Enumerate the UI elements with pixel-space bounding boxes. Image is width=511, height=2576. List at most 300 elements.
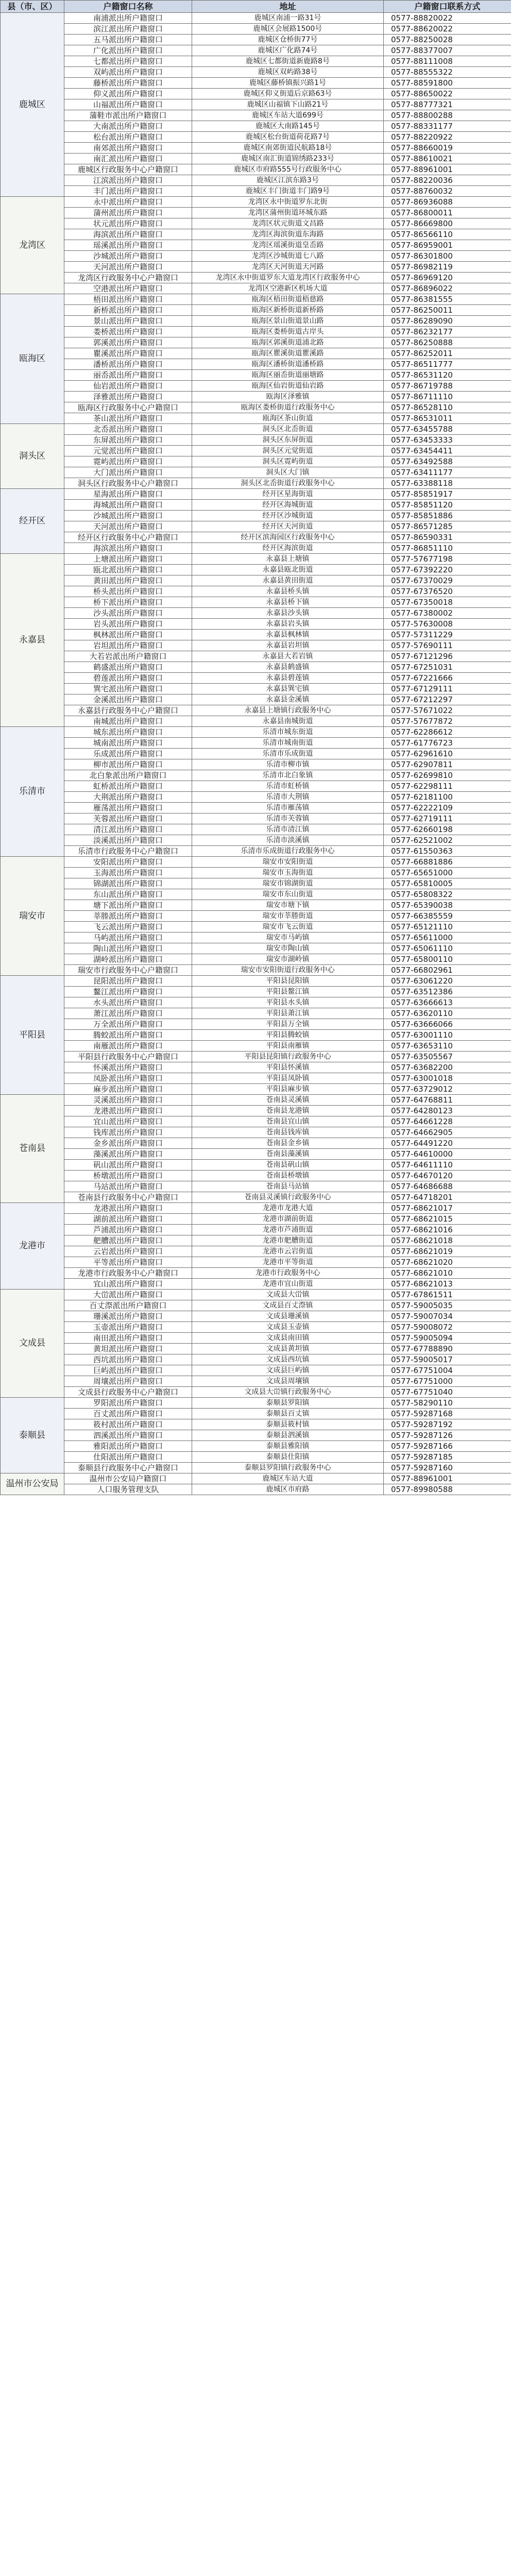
window-name-cell: 黄坦派出所户籍窗口 [64, 1344, 192, 1354]
phone-cell: 0577-86531120 [384, 370, 511, 381]
phone-cell: 0577-66802961 [384, 965, 511, 976]
address-cell: 文成县周壤镇 [192, 1376, 384, 1387]
phone-cell: 0577-63454411 [384, 446, 511, 456]
region-cell: 平阳县 [1, 976, 64, 1095]
address-cell: 永嘉县鹤盛镇 [192, 662, 384, 673]
window-name-cell: 大门派出所户籍窗口 [64, 467, 192, 478]
phone-cell: 0577-64280123 [384, 1106, 511, 1116]
table-row [1, 1300, 511, 1311]
window-name-cell: 乐清市行政服务中心户籍窗口 [64, 846, 192, 857]
table-row [1, 316, 511, 327]
phone-cell: 0577-88777321 [384, 99, 511, 110]
window-name-cell: 南浦派出所户籍窗口 [64, 13, 192, 24]
phone-cell: 0577-88250028 [384, 35, 511, 45]
table-row [1, 1268, 511, 1279]
table-row [1, 911, 511, 922]
address-cell: 苍南县藻溪镇 [192, 1149, 384, 1160]
address-cell: 苍南县宜山镇 [192, 1116, 384, 1127]
phone-cell: 0577-86531011 [384, 413, 511, 424]
phone-cell: 0577-85851886 [384, 511, 511, 521]
address-cell: 文成县巨屿镇 [192, 1365, 384, 1376]
window-name-cell: 南田派出所户籍窗口 [64, 1333, 192, 1344]
window-name-cell: 矾山派出所户籍窗口 [64, 1160, 192, 1171]
phone-cell: 0577-67121296 [384, 651, 511, 662]
window-name-cell: 鳌江派出所户籍窗口 [64, 987, 192, 997]
phone-cell: 0577-63512386 [384, 987, 511, 997]
table-row [1, 554, 511, 565]
window-name-cell: 碧莲派出所户籍窗口 [64, 673, 192, 684]
phone-cell: 0577-68621018 [384, 1235, 511, 1246]
address-cell: 经开区海滨街道 [192, 543, 384, 554]
phone-cell: 0577-86232177 [384, 327, 511, 337]
address-cell: 乐清市城东街道 [192, 727, 384, 738]
window-name-cell: 东屏派出所户籍窗口 [64, 435, 192, 446]
window-name-cell: 黄田派出所户籍窗口 [64, 575, 192, 586]
table-row [1, 1214, 511, 1225]
address-cell: 文成县百丈漈镇 [192, 1300, 384, 1311]
address-cell: 平阳县凤卧镇 [192, 1073, 384, 1084]
window-name-cell: 怀溪派出所户籍窗口 [64, 1062, 192, 1073]
table-row [1, 640, 511, 651]
table-row [1, 1235, 511, 1246]
address-cell: 鹿城区山福镇下山路21号 [192, 99, 384, 110]
window-name-cell: 五马派出所户籍窗口 [64, 35, 192, 45]
table-row [1, 456, 511, 467]
table-row [1, 229, 511, 240]
address-cell: 洞头区元觉街道 [192, 446, 384, 456]
address-cell: 永嘉县岩坦镇 [192, 640, 384, 651]
phone-cell: 0577-57630008 [384, 619, 511, 630]
window-name-cell: 麻步派出所户籍窗口 [64, 1084, 192, 1095]
window-name-cell: 北白象派出所户籍窗口 [64, 770, 192, 781]
address-cell: 鹿城区南浦一路31号 [192, 13, 384, 24]
phone-cell: 0577-63666613 [384, 997, 511, 1008]
phone-cell: 0577-88377007 [384, 45, 511, 56]
window-name-cell: 芦浦派出所户籍窗口 [64, 1225, 192, 1235]
window-name-cell: 鹿城区行政服务中心户籍窗口 [64, 164, 192, 175]
table-row [1, 132, 511, 143]
window-name-cell: 桥头派出所户籍窗口 [64, 586, 192, 597]
table-row [1, 500, 511, 511]
address-cell: 鹿城区车站大道 [192, 1473, 384, 1484]
table-row [1, 370, 511, 381]
address-cell: 瑞安市东山街道 [192, 889, 384, 900]
table-row [1, 327, 511, 337]
address-cell: 瑞安市陶山镇 [192, 943, 384, 954]
phone-cell: 0577-63682200 [384, 1062, 511, 1073]
phone-cell: 0577-86719788 [384, 381, 511, 392]
phone-cell: 0577-65061110 [384, 943, 511, 954]
window-name-cell: 云岩派出所户籍窗口 [64, 1246, 192, 1257]
window-name-cell: 泰顺县行政服务中心户籍窗口 [64, 1463, 192, 1473]
address-cell: 瑞安市塘下镇 [192, 900, 384, 911]
address-cell: 泰顺县罗阳镇行政服务中心 [192, 1463, 384, 1473]
address-cell: 平阳县萧江镇 [192, 1008, 384, 1019]
address-cell: 瑞安市玉海街道 [192, 868, 384, 878]
table-row [1, 1225, 511, 1235]
window-name-cell: 瑞安市行政服务中心户籍窗口 [64, 965, 192, 976]
table-row [1, 78, 511, 89]
phone-cell: 0577-88760032 [384, 186, 511, 197]
window-name-cell: 蒲鞋市派出所户籍窗口 [64, 110, 192, 121]
address-cell: 永嘉县岩头镇 [192, 619, 384, 630]
phone-cell: 0577-88610021 [384, 154, 511, 164]
window-name-cell: 西坑派出所户籍窗口 [64, 1354, 192, 1365]
address-cell: 乐清市大荆镇 [192, 792, 384, 803]
address-cell: 龙湾区状元街道文昌路 [192, 218, 384, 229]
table-row [1, 1473, 511, 1484]
table-row [1, 803, 511, 814]
table-row [1, 976, 511, 987]
window-name-cell: 周壤派出所户籍窗口 [64, 1376, 192, 1387]
table-row [1, 99, 511, 110]
table-row [1, 933, 511, 943]
window-name-cell: 灵溪派出所户籍窗口 [64, 1095, 192, 1106]
window-name-cell: 泗溪派出所户籍窗口 [64, 1430, 192, 1441]
window-name-cell: 安阳派出所户籍窗口 [64, 857, 192, 868]
window-name-cell: 天河派出所户籍窗口 [64, 262, 192, 273]
phone-cell: 0577-88800288 [384, 110, 511, 121]
table-row [1, 446, 511, 456]
window-name-cell: 岩头派出所户籍窗口 [64, 619, 192, 630]
table-row [1, 727, 511, 738]
window-name-cell: 北岙派出所户籍窗口 [64, 424, 192, 435]
phone-cell: 0577-86250888 [384, 337, 511, 348]
phone-cell: 0577-67751004 [384, 1365, 511, 1376]
window-name-cell: 昆阳派出所户籍窗口 [64, 976, 192, 987]
table-row [1, 1246, 511, 1257]
table-row [1, 965, 511, 976]
address-cell: 文成县南田镇 [192, 1333, 384, 1344]
address-cell: 洞头区霓屿街道 [192, 456, 384, 467]
address-cell: 苍南县灵溪镇 [192, 1095, 384, 1106]
region-cell: 龙港市 [1, 1203, 64, 1290]
window-name-cell: 马屿派出所户籍窗口 [64, 933, 192, 943]
table-row [1, 218, 511, 229]
address-cell: 泰顺县泗溪镇 [192, 1430, 384, 1441]
window-name-cell: 南郊派出所户籍窗口 [64, 143, 192, 154]
window-name-cell: 洞头区行政服务中心户籍窗口 [64, 478, 192, 489]
phone-cell: 0577-85851917 [384, 489, 511, 500]
phone-cell: 0577-64686688 [384, 1181, 511, 1192]
address-cell: 平阳县怀溪镇 [192, 1062, 384, 1073]
address-cell: 瑞安市飞云街道 [192, 922, 384, 933]
table-row [1, 1365, 511, 1376]
table-row [1, 1290, 511, 1300]
table-row [1, 868, 511, 878]
table-row [1, 673, 511, 684]
window-name-cell: 凤卧派出所户籍窗口 [64, 1073, 192, 1084]
address-cell: 泰顺县筱村镇 [192, 1419, 384, 1430]
table-row [1, 1344, 511, 1354]
table-row [1, 814, 511, 824]
phone-cell: 0577-63455788 [384, 424, 511, 435]
region-cell: 温州市公安局 [1, 1473, 64, 1495]
address-cell: 平阳县昆阳镇行政服务中心 [192, 1052, 384, 1062]
table-row [1, 35, 511, 45]
address-cell: 苍南县桥墩镇 [192, 1171, 384, 1181]
window-name-cell: 城南派出所户籍窗口 [64, 738, 192, 749]
table-row [1, 262, 511, 273]
table-row [1, 13, 511, 24]
window-name-cell: 东山派出所户籍窗口 [64, 889, 192, 900]
address-cell: 龙湾区空港新区机场大道 [192, 283, 384, 294]
phone-cell: 0577-65390038 [384, 900, 511, 911]
table-row [1, 1019, 511, 1030]
table-row [1, 878, 511, 889]
window-name-cell: 湖前派出所户籍窗口 [64, 1214, 192, 1225]
table-row [1, 997, 511, 1008]
phone-cell: 0577-68621019 [384, 1246, 511, 1257]
address-cell: 永嘉县巽宅镇 [192, 684, 384, 694]
table-row [1, 511, 511, 521]
phone-cell: 0577-88220036 [384, 175, 511, 186]
table-row [1, 922, 511, 933]
address-cell: 乐清市芙蓉镇 [192, 814, 384, 824]
address-cell: 平阳县南雁镇 [192, 1041, 384, 1052]
window-name-cell: 湖岭派出所户籍窗口 [64, 954, 192, 965]
address-cell: 苍南县马站镇 [192, 1181, 384, 1192]
table-row [1, 359, 511, 370]
region-cell: 乐清市 [1, 727, 64, 857]
phone-cell: 0577-59287192 [384, 1419, 511, 1430]
phone-cell: 0577-88660019 [384, 143, 511, 154]
table-row [1, 705, 511, 716]
phone-cell: 0577-61550363 [384, 846, 511, 857]
phone-cell: 0577-63620110 [384, 1008, 511, 1019]
window-name-cell: 万全派出所户籍窗口 [64, 1019, 192, 1030]
phone-cell: 0577-88591800 [384, 78, 511, 89]
phone-cell: 0577-88961001 [384, 164, 511, 175]
table-row [1, 1138, 511, 1149]
window-name-cell: 温州市公安局户籍窗口 [64, 1473, 192, 1484]
address-cell: 洞头区北岙街道行政服务中心 [192, 478, 384, 489]
window-name-cell: 龙港市行政服务中心户籍窗口 [64, 1268, 192, 1279]
table-row [1, 67, 511, 78]
table-row [1, 1062, 511, 1073]
phone-cell: 0577-59287126 [384, 1430, 511, 1441]
window-name-cell: 萧江派出所户籍窗口 [64, 1008, 192, 1019]
window-name-cell: 莘塍派出所户籍窗口 [64, 911, 192, 922]
phone-cell: 0577-86851110 [384, 543, 511, 554]
window-name-cell: 天河派出所户籍窗口 [64, 521, 192, 532]
phone-cell: 0577-61776723 [384, 738, 511, 749]
window-name-cell: 宜山派出所户籍窗口 [64, 1116, 192, 1127]
phone-cell: 0577-86590331 [384, 532, 511, 543]
phone-cell: 0577-59005035 [384, 1300, 511, 1311]
table-row [1, 1106, 511, 1116]
window-name-cell: 上塘派出所户籍窗口 [64, 554, 192, 565]
address-cell: 平阳县腾蛟镇 [192, 1030, 384, 1041]
table-header-row [1, 1, 511, 13]
table-row [1, 1160, 511, 1171]
address-cell: 永嘉县上塘镇 [192, 554, 384, 565]
table-row [1, 1171, 511, 1181]
address-cell: 苍南县钱库镇 [192, 1127, 384, 1138]
address-cell: 龙湾区永中街道罗东大道龙湾区行政服务中心 [192, 273, 384, 283]
table-row [1, 1116, 511, 1127]
phone-cell: 0577-86982119 [384, 262, 511, 273]
address-cell: 瑞安市湖岭镇 [192, 954, 384, 965]
phone-cell: 0577-63653110 [384, 1041, 511, 1052]
address-cell: 瑞安市锦湖街道 [192, 878, 384, 889]
address-cell: 鹿城区广化路74号 [192, 45, 384, 56]
address-cell: 永嘉县金溪镇 [192, 694, 384, 705]
phone-cell: 0577-63453333 [384, 435, 511, 446]
address-cell: 龙湾区蒲州街道环城东路 [192, 208, 384, 218]
address-cell: 平阳县鳌江镇 [192, 987, 384, 997]
phone-cell: 0577-63388118 [384, 478, 511, 489]
phone-cell: 0577-64768811 [384, 1095, 511, 1106]
window-name-cell: 郭溪派出所户籍窗口 [64, 337, 192, 348]
region-cell: 经开区 [1, 489, 64, 554]
window-name-cell: 腾蛟派出所户籍窗口 [64, 1030, 192, 1041]
phone-cell: 0577-88961001 [384, 1473, 511, 1484]
address-cell: 鹿城区大南路145号 [192, 121, 384, 132]
address-cell: 苍南县龙港镇 [192, 1106, 384, 1116]
phone-cell: 0577-57311229 [384, 630, 511, 640]
window-name-cell: 海滨派出所户籍窗口 [64, 229, 192, 240]
window-name-cell: 罗阳派出所户籍窗口 [64, 1398, 192, 1409]
window-name-cell: 沙头派出所户籍窗口 [64, 608, 192, 619]
window-name-cell: 巨屿派出所户籍窗口 [64, 1365, 192, 1376]
window-name-cell: 芙蓉派出所户籍窗口 [64, 814, 192, 824]
phone-cell: 0577-86252011 [384, 348, 511, 359]
address-cell: 乐清市淡溪镇 [192, 835, 384, 846]
table-row [1, 1052, 511, 1062]
table-row [1, 1149, 511, 1160]
table-row [1, 1387, 511, 1398]
phone-cell: 0577-57690111 [384, 640, 511, 651]
phone-cell: 0577-67380002 [384, 608, 511, 619]
phone-cell: 0577-64491220 [384, 1138, 511, 1149]
address-cell: 鹿城区南汇街道锦绣路233号 [192, 154, 384, 164]
phone-cell: 0577-59287185 [384, 1452, 511, 1463]
address-cell: 龙港市云岩街道 [192, 1246, 384, 1257]
window-name-cell: 水头派出所户籍窗口 [64, 997, 192, 1008]
table-row [1, 1419, 511, 1430]
table-row [1, 770, 511, 781]
phone-cell: 0577-63729012 [384, 1084, 511, 1095]
table-row [1, 1181, 511, 1192]
table-row [1, 1430, 511, 1441]
address-cell: 鹿城区江滨东路3号 [192, 175, 384, 186]
table-row [1, 987, 511, 997]
region-cell: 鹿城区 [1, 13, 64, 197]
table-body [1, 13, 511, 1495]
address-cell: 经开区天河街道 [192, 521, 384, 532]
table-row [1, 1463, 511, 1473]
region-cell: 苍南县 [1, 1095, 64, 1203]
window-name-cell: 山福派出所户籍窗口 [64, 99, 192, 110]
table-row [1, 792, 511, 803]
window-name-cell: 龙湾区行政服务中心户籍窗口 [64, 273, 192, 283]
phone-cell: 0577-58290110 [384, 1398, 511, 1409]
window-name-cell: 乐成派出所户籍窗口 [64, 749, 192, 759]
window-name-cell: 虹桥派出所户籍窗口 [64, 781, 192, 792]
window-name-cell: 永中派出所户籍窗口 [64, 197, 192, 208]
phone-cell: 0577-86896022 [384, 283, 511, 294]
phone-cell: 0577-64662905 [384, 1127, 511, 1138]
phone-cell: 0577-65651000 [384, 868, 511, 878]
address-cell: 文成县珊溪镇 [192, 1311, 384, 1322]
phone-cell: 0577-86566110 [384, 229, 511, 240]
address-cell: 龙港市芦浦街道 [192, 1225, 384, 1235]
phone-cell: 0577-68621020 [384, 1257, 511, 1268]
window-name-cell: 空港派出所户籍窗口 [64, 283, 192, 294]
window-name-cell: 元觉派出所户籍窗口 [64, 446, 192, 456]
window-name-cell: 泽雅派出所户籍窗口 [64, 392, 192, 402]
address-cell: 鹿城区市府路555号行政服务中心 [192, 164, 384, 175]
table-row [1, 1354, 511, 1365]
table-row [1, 154, 511, 164]
address-cell: 鹿城区七都街道新鹿路8号 [192, 56, 384, 67]
table-row [1, 208, 511, 218]
window-name-cell: 龙港派出所户籍窗口 [64, 1203, 192, 1214]
window-name-cell: 七都派出所户籍窗口 [64, 56, 192, 67]
phone-cell: 0577-86571285 [384, 521, 511, 532]
table-row [1, 121, 511, 132]
address-cell: 瑞安市安阳街道 [192, 857, 384, 868]
table-row [1, 651, 511, 662]
window-name-cell: 岩坦派出所户籍窗口 [64, 640, 192, 651]
window-name-cell: 文成县行政服务中心户籍窗口 [64, 1387, 192, 1398]
window-name-cell: 玉壶派出所户籍窗口 [64, 1322, 192, 1333]
window-name-cell: 珊溪派出所户籍窗口 [64, 1311, 192, 1322]
table-row [1, 1192, 511, 1203]
table-row [1, 759, 511, 770]
phone-cell: 0577-89980588 [384, 1484, 511, 1495]
table-row [1, 575, 511, 586]
window-name-cell: 飞云派出所户籍窗口 [64, 922, 192, 933]
window-name-cell: 沙城派出所户籍窗口 [64, 251, 192, 262]
phone-cell: 0577-86381555 [384, 294, 511, 305]
window-name-cell: 松台派出所户籍窗口 [64, 132, 192, 143]
phone-cell: 0577-63505567 [384, 1052, 511, 1062]
address-cell: 文成县西坑镇 [192, 1354, 384, 1365]
window-name-cell: 百丈漈派出所户籍窗口 [64, 1300, 192, 1311]
address-cell: 永嘉县枫林镇 [192, 630, 384, 640]
table-row [1, 337, 511, 348]
window-name-cell: 马站派出所户籍窗口 [64, 1181, 192, 1192]
phone-cell: 0577-88650022 [384, 89, 511, 99]
table-row [1, 45, 511, 56]
window-name-cell: 平阳县行政服务中心户籍窗口 [64, 1052, 192, 1062]
window-name-cell: 星海派出所户籍窗口 [64, 489, 192, 500]
window-name-cell: 陶山派出所户籍窗口 [64, 943, 192, 954]
address-cell: 乐清市柳市镇 [192, 759, 384, 770]
window-name-cell: 滨江派出所户籍窗口 [64, 24, 192, 35]
phone-cell: 0577-67370029 [384, 575, 511, 586]
address-cell: 苍南县灵溪镇行政服务中心 [192, 1192, 384, 1203]
window-name-cell: 平等派出所户籍窗口 [64, 1257, 192, 1268]
table-row [1, 56, 511, 67]
address-cell: 瓯海区仙岩街道仙岩路 [192, 381, 384, 392]
table-row [1, 1452, 511, 1463]
address-cell: 瓯海区瞿溪街道瞿溪路 [192, 348, 384, 359]
address-cell: 乐清市北白象镇 [192, 770, 384, 781]
table-row [1, 294, 511, 305]
phone-cell: 0577-88620022 [384, 24, 511, 35]
phone-cell: 0577-88331177 [384, 121, 511, 132]
window-name-cell: 海城派出所户籍窗口 [64, 500, 192, 511]
window-name-cell: 瓯北派出所户籍窗口 [64, 565, 192, 575]
table-row [1, 1203, 511, 1214]
address-cell: 龙湾区海滨街道东海路 [192, 229, 384, 240]
window-name-cell: 雅阳派出所户籍窗口 [64, 1441, 192, 1452]
table-row [1, 1257, 511, 1268]
phone-cell: 0577-86936088 [384, 197, 511, 208]
